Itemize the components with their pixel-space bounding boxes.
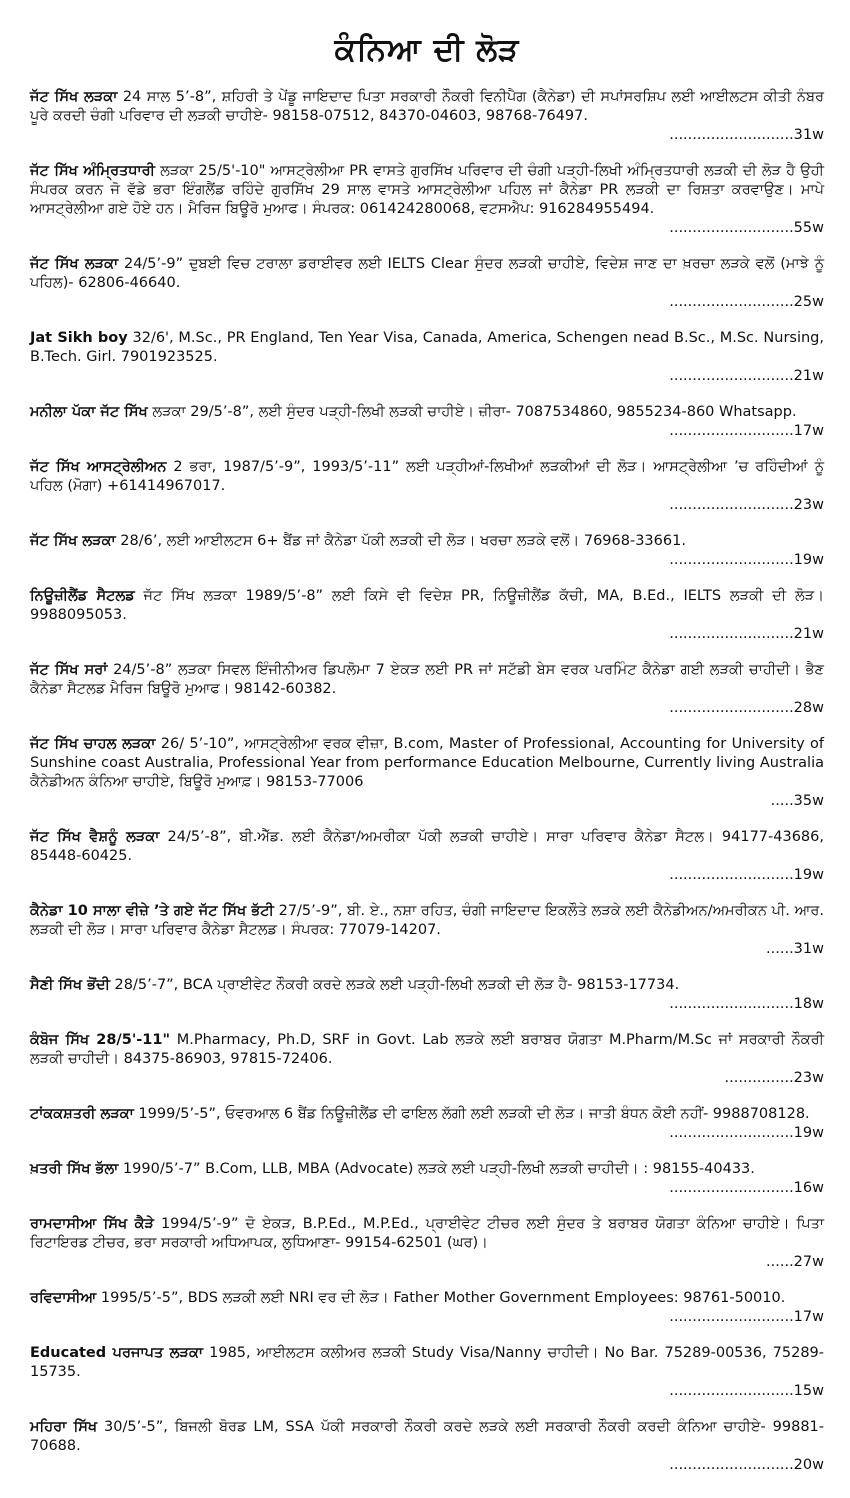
ad-lead: ਮਹਿਰਾ ਸਿੱਖ	[30, 1419, 98, 1435]
ad-text: 1994/5’-9” ਦੋ ਏਕੜ, B.P.Ed., M.P.Ed., ਪ੍ਰਾਈਵੇਟ ਟੀਚਰ ਲਈ ਸੁੰਦਰ ਤੇ ਬਰਾਬਰ ਯੋਗਤਾ ਕੰਨਿਆ ਚਾਹੀਏ। ਪਿਤਾ ਰਿਟਾਇਰਡ ਟੀਚਰ, ਭਰਾ ਸਰਕਾਰੀ ਅਧਿਆਪਕ, ਲੁਧਿਆਣਾ- 99154-62501 (ਘਰ)।	[30, 1216, 824, 1251]
ad-text: 24/5’-9” ਦੁਬਈ ਵਿਚ ਟਰਾਲਾ ਡਰਾਈਵਰ ਲਈ IELTS Clear ਸੁੰਦਰ ਲੜਕੀ ਚਾਹੀਏ, ਵਿਦੇਸ਼ ਜਾਣ ਦਾ ਖ਼ਰਚਾ ਲੜਕੇ ਵਲੋਂ (ਮਾਝੇ ਨੂੰ ਪਹਿਲ)- 62806-46640.	[30, 256, 824, 291]
ad-text: ਲੜਕਾ 29/5’-8”, ਲਈ ਸੁੰਦਰ ਪੜ੍ਹੀ-ਲਿਖੀ ਲੜਕੀ ਚਾਹੀਏ। ਜ਼ੀਰਾ- 7087534860, 9855234-860 Whatsapp.	[147, 404, 797, 420]
ad-separator	[30, 441, 824, 458]
ad-word-count: ...........................21w	[669, 626, 824, 642]
ad-separator	[30, 1088, 824, 1105]
matrimonial-ad	[30, 403, 824, 441]
ad-word-count: ...........................19w	[669, 867, 824, 883]
matrimonial-ad	[30, 902, 824, 959]
matrimonial-ad	[30, 458, 824, 515]
ad-separator	[30, 959, 824, 976]
ad-word-count: ...........................20w	[669, 1457, 824, 1473]
ad-separator	[30, 570, 824, 587]
matrimonial-ad	[30, 329, 824, 386]
ad-lead: ਜੱਟ ਸਿੱਖ ਲੜਕਾ	[30, 533, 116, 549]
ad-word-count: ...........................19w	[669, 552, 824, 568]
matrimonial-ad	[30, 88, 824, 145]
ad-separator	[30, 238, 824, 255]
ad-word-count: ...........................55w	[669, 220, 824, 236]
matrimonial-ad	[30, 735, 824, 811]
ad-text: 28/5’-7”, BCA ਪ੍ਰਾਈਵੇਟ ਨੌਕਰੀ ਕਰਦੇ ਲੜਕੇ ਲਈ ਪੜ੍ਹੀ-ਲਿਖੀ ਲੜਕੀ ਦੀ ਲੋੜ ਹੈ- 98153-17734.	[109, 977, 680, 993]
matrimonial-ad	[30, 255, 824, 312]
ad-lead: ਰਵਿਦਾਸੀਆ	[30, 1290, 97, 1306]
ad-lead: Educated ਪਰਜਾਪਤ ਲੜਕਾ	[30, 1345, 204, 1361]
ad-word-count: ...........................31w	[669, 127, 824, 143]
ad-lead: ਰਾਮਦਾਸੀਆ ਸਿੱਖ ਕੈੜੇ	[30, 1216, 154, 1232]
ad-word-count: ......31w	[766, 941, 824, 957]
ad-separator	[30, 885, 824, 902]
ad-separator	[30, 1014, 824, 1031]
ad-lead: ਜੱਟ ਸਿੱਖ ਚਾਹਲ ਲੜਕਾ	[30, 736, 156, 752]
matrimonial-ad	[30, 1289, 824, 1327]
ad-text: 28/6’, ਲਈ ਆਈਲਟਸ 6+ ਬੈਂਡ ਜਾਂ ਕੈਨੇਡਾ ਪੱਕੀ ਲੜਕੀ ਦੀ ਲੋੜ। ਖਰਚਾ ਲੜਕੇ ਵਲੋਂ। 76968-33661.	[115, 533, 686, 549]
ad-text: ਲੜਕਾ 25/5'-10" ਆਸਟ੍ਰੇਲੀਆ PR ਵਾਸਤੇ ਗੁਰਸਿੱਖ ਪਰਿਵਾਰ ਦੀ ਚੰਗੀ ਪੜ੍ਹੀ-ਲਿਖੀ ਅੰਮ੍ਰਿਤਧਾਰੀ ਲੜਕੀ ਦੀ ਲੋੜ ਹੈ ਉਹੀ ਸੰਪਰਕ ਕਰਨ ਜੋ ਵੱਡੇ ਭਰਾ ਇੰਗਲੈਂਡ ਰਹਿੰਦੇ ਗੁਰਸਿੱਖ 29 ਸਾਲ ਵਾਸਤੇ ਆਸਟ੍ਰੇਲੀਆ ਪਹਿਲ ਜਾਂ ਕੈਨੇਡਾ PR ਲੜਕੀ ਦਾ ਰਿਸ਼ਤਾ ਕਰਵਾਉਣ। ਮਾਪੇ ਆਸਟ੍ਰੇਲੀਆ ਗਏ ਹੋਏ ਹਨ। ਮੈਰਿਜ ਬਿਊਰੋ ਮੁਆਫ। ਸੰਪਰਕ: 061424280068, ਵਟਸਐਪ: 916284955494.	[30, 163, 824, 217]
ad-text: 1995/5’-5”, BDS ਲੜਕੀ ਲਈ NRI ਵਰ ਦੀ ਲੋੜ। Father Mother Government Employees: 98761-50010.	[96, 1290, 786, 1306]
matrimonial-ad	[30, 1418, 824, 1475]
page-title: ਕੰਨਿਆ ਦੀ ਲੋੜ	[334, 32, 520, 68]
ad-text: 32/6', M.Sc., PR England, Ten Year Visa, Canada, America, Schengen nead B.Sc., M.Sc. Nursing, B.Tech. Girl. 7901923525.	[30, 330, 824, 365]
ad-text: 24/5’-8” ਲੜਕਾ ਸਿਵਲ ਇੰਜੀਨੀਅਰ ਡਿਪਲੋਮਾ 7 ਏਕੜ ਲਈ PR ਜਾਂ ਸਟੱਡੀ ਬੇਸ ਵਰਕ ਪਰਮਿੰਟ ਕੈਨੇਡਾ ਗਈ ਲੜਕੀ ਚਾਹੀਦੀ। ਭੈਣ ਕੈਨੇਡਾ ਸੈਟਲਡ ਮੈਰਿਜ ਬਿਊਰੋ ਮੁਆਫ। 98142-60382.	[30, 662, 824, 697]
ad-text: ਜੱਟ ਸਿੱਖ ਲੜਕਾ 1989/5’-8” ਲਈ ਕਿਸੇ ਵੀ ਵਿਦੇਸ਼ PR, ਨਿਊਜ਼ੀਲੈਂਡ ਕੱਚੀ, MA, B.Ed., IELTS ਲੜਕੀ ਦੀ ਲੋੜ। 9988095053.	[30, 588, 824, 623]
ad-separator	[30, 312, 824, 329]
ad-lead: ਜੱਟ ਸਿੱਖ ਲੜਕਾ	[30, 256, 119, 272]
matrimonial-ad	[30, 828, 824, 885]
ad-text: 27/5’-9”, ਬੀ. ਏ., ਨਸ਼ਾ ਰਹਿਤ, ਚੰਗੀ ਜਾਇਦਾਦ ਇਕਲੌਤੇ ਲੜਕੇ ਲਈ ਕੈਨੇਡੀਅਨ/ਅਮਰੀਕਨ ਪੀ. ਆਰ. ਲੜਕੀ ਦੀ ਲੋੜ। ਸਾਰਾ ਪਰਿਵਾਰ ਕੈਨੇਡਾ ਸੈਟਲਡ। ਸੰਪਰਕ: 77079-14207.	[30, 903, 824, 938]
ad-separator	[30, 811, 824, 828]
ad-word-count: ...........................25w	[669, 294, 824, 310]
ad-lead: ਜੱਟ ਸਿੱਖ ਅੰਮ੍ਰਿਤਧਾਰੀ	[30, 163, 155, 179]
ad-text: 1985, ਆਈਲਟਸ ਕਲੀਅਰ ਲੜਕੀ Study Visa/Nanny ਚਾਹੀਦੀ। No Bar. 75289-00536, 75289-15735.	[30, 1345, 824, 1380]
ad-text: 24/5’-8”, ਬੀ.ਐੱਡ. ਲਈ ਕੈਨੇਡਾ/ਅਮਰੀਕਾ ਪੱਕੀ ਲੜਕੀ ਚਾਹੀਏ। ਸਾਰਾ ਪਰਿਵਾਰ ਕੈਨੇਡਾ ਸੈਟਲ। 94177-43686, 85448-60425.	[30, 829, 824, 864]
ad-text: M.Pharmacy, Ph.D, SRF in Govt. Lab ਲੜਕੇ ਲਈ ਬਰਾਬਰ ਯੋਗਤਾ M.Pharm/M.Sc ਜਾਂ ਸਰਕਾਰੀ ਨੌਕਰੀ ਲੜਕੀ ਚਾਹੀਦੀ। 84375-86903, 97815-72406.	[30, 1032, 824, 1067]
ad-word-count: ...........................17w	[669, 1309, 824, 1325]
ad-text: 30/5’-5”, ਬਿਜਲੀ ਬੋਰਡ LM, SSA ਪੱਕੀ ਸਰਕਾਰੀ ਨੌਕਰੀ ਕਰਦੇ ਲੜਕੇ ਲਈ ਸਰਕਾਰੀ ਨੌਕਰੀ ਕਰਦੀ ਕੰਨਿਆ ਚਾਹੀਏ- 99881-70688.	[30, 1419, 824, 1454]
ad-separator	[30, 644, 824, 661]
ad-word-count: ...........................16w	[669, 1180, 824, 1196]
ad-separator	[30, 386, 824, 403]
ad-word-count: ...........................18w	[669, 996, 824, 1012]
matrimonial-ad	[30, 661, 824, 718]
ad-separator	[30, 515, 824, 532]
matrimonial-ad	[30, 1160, 824, 1198]
matrimonial-ad	[30, 1031, 824, 1088]
ad-word-count: ...........................21w	[669, 368, 824, 384]
ad-separator	[30, 1401, 824, 1418]
matrimonial-ad	[30, 1105, 824, 1143]
ad-separator	[30, 1198, 824, 1215]
ad-lead: ਖ਼ਤਰੀ ਸਿੱਖ ਭੱਲਾ	[30, 1161, 119, 1177]
ad-word-count: ...............23w	[724, 1070, 824, 1086]
matrimonial-ad	[30, 532, 824, 570]
ad-lead: ਜੱਟ ਸਿੱਖ ਵੈਸ਼ਨੂੰ ਲੜਕਾ	[30, 829, 160, 845]
ad-separator	[30, 1143, 824, 1160]
ad-lead: ਟਾਂਕਕਸ਼ਤਰੀ ਲੜਕਾ	[30, 1106, 134, 1122]
ad-word-count: ...........................19w	[669, 1125, 824, 1141]
ad-text: 26/ 5’-10”, ਆਸਟ੍ਰੇਲੀਆ ਵਰਕ ਵੀਜ਼ਾ, B.com, Master of Professional, Accounting for University of Sunshine coast Australia, Professional Year from performance Education Melbourne, Currently living Australia ਕੈਨੇਡੀਅਨ ਕੰਨਿਆ ਚਾਹੀਏ, ਬਿਊਰੋ ਮੁਆਫ਼। 98153-77006	[30, 736, 824, 790]
matrimonial-ad	[30, 1215, 824, 1272]
ad-word-count: .....35w	[770, 793, 824, 809]
ad-word-count: ...........................23w	[669, 497, 824, 513]
ad-lead: ਮਨੀਲਾ ਪੱਕਾ ਜੱਟ ਸਿੱਖ	[30, 404, 148, 420]
ad-word-count: ...........................17w	[669, 423, 824, 439]
ad-lead: ਕੰਬੋਜ ਸਿੱਖ 28/5'-11"	[30, 1032, 171, 1048]
ad-separator	[30, 1327, 824, 1344]
ad-text: 1999/5’-5”, ਓਵਰਆਲ 6 ਬੈਂਡ ਨਿਊਜ਼ੀਲੈਂਡ ਦੀ ਫਾਇਲ ਲੱਗੀ ਲਈ ਲੜਕੀ ਦੀ ਲੋੜ। ਜਾਤੀ ਬੰਧਨ ਕੋਈ ਨਹੀਂ- 9988708128.	[133, 1106, 810, 1122]
ad-word-count: ......27w	[766, 1254, 824, 1270]
ad-separator	[30, 145, 824, 162]
ad-separator	[30, 1272, 824, 1289]
ad-lead: Jat Sikh boy	[30, 330, 128, 346]
ad-lead: ਜੱਟ ਸਿੱਖ ਲੜਕਾ	[30, 89, 118, 105]
ad-separator	[30, 718, 824, 735]
matrimonial-ad	[30, 976, 824, 1014]
ad-text: 1990/5’-7” B.Com, LLB, MBA (Advocate) ਲੜਕੇ ਲਈ ਪੜ੍ਹੀ-ਲਿਖੀ ਲੜਕੀ ਚਾਹੀਦੀ। : 98155-40433.	[118, 1161, 755, 1177]
ad-text: 24 ਸਾਲ 5’-8”, ਸ਼ਹਿਰੀ ਤੇ ਪੇਂਡੂ ਜਾਇਦਾਦ ਪਿਤਾ ਸਰਕਾਰੀ ਨੌਕਰੀ ਵਿਨੀਪੈਗ (ਕੈਨੇਡਾ) ਦੀ ਸਪਾਂਸਰਸ਼ਿਪ ਲਈ ਆਈਲਟਸ ਕੀਤੀ ਨੰਬਰ ਪੂਰੇ ਕਰਦੀ ਚੰਗੀ ਪਰਿਵਾਰ ਦੀ ਲੜਕੀ ਚਾਹੀਏ- 98158-07512, 84370-04603, 98768-76497.	[30, 89, 825, 124]
ad-word-count: ...........................28w	[669, 700, 824, 716]
ad-lead: ਸੈਣੀ ਸਿੱਖ ਭੋਂਦੀ	[30, 977, 110, 993]
ad-text: 2 ਭਰਾ, 1987/5’-9”, 1993/5’-11” ਲਈ ਪੜ੍ਹੀਆਂ-ਲਿਖੀਆਂ ਲੜਕੀਆਂ ਦੀ ਲੋੜ। ਆਸਟ੍ਰੇਲੀਆ ’ਚ ਰਹਿੰਦੀਆਂ ਨੂੰ ਪਹਿਲ (ਮੋਗਾ) +61414967017.	[30, 459, 825, 494]
ad-lead: ਜੱਟ ਸਿੱਖ ਸਰਾਂ	[30, 662, 108, 678]
ad-lead: ਨਿਊਜ਼ੀਲੈਂਡ ਸੈਟਲਡ	[30, 588, 135, 604]
ads-list	[30, 88, 824, 1475]
ad-lead: ਕੈਨੇਡਾ 10 ਸਾਲਾ ਵੀਜ਼ੇ ’ਤੇ ਗਏ ਜੱਟ ਸਿੱਖ ਭੱਟੀ	[30, 903, 274, 919]
ad-lead: ਜੱਟ ਸਿੱਖ ਆਸਟ੍ਰੇਲੀਅਨ	[30, 459, 167, 475]
matrimonial-ad	[30, 1344, 824, 1401]
matrimonial-ad	[30, 162, 824, 238]
ad-word-count: ...........................15w	[669, 1383, 824, 1399]
matrimonial-ad	[30, 587, 824, 644]
